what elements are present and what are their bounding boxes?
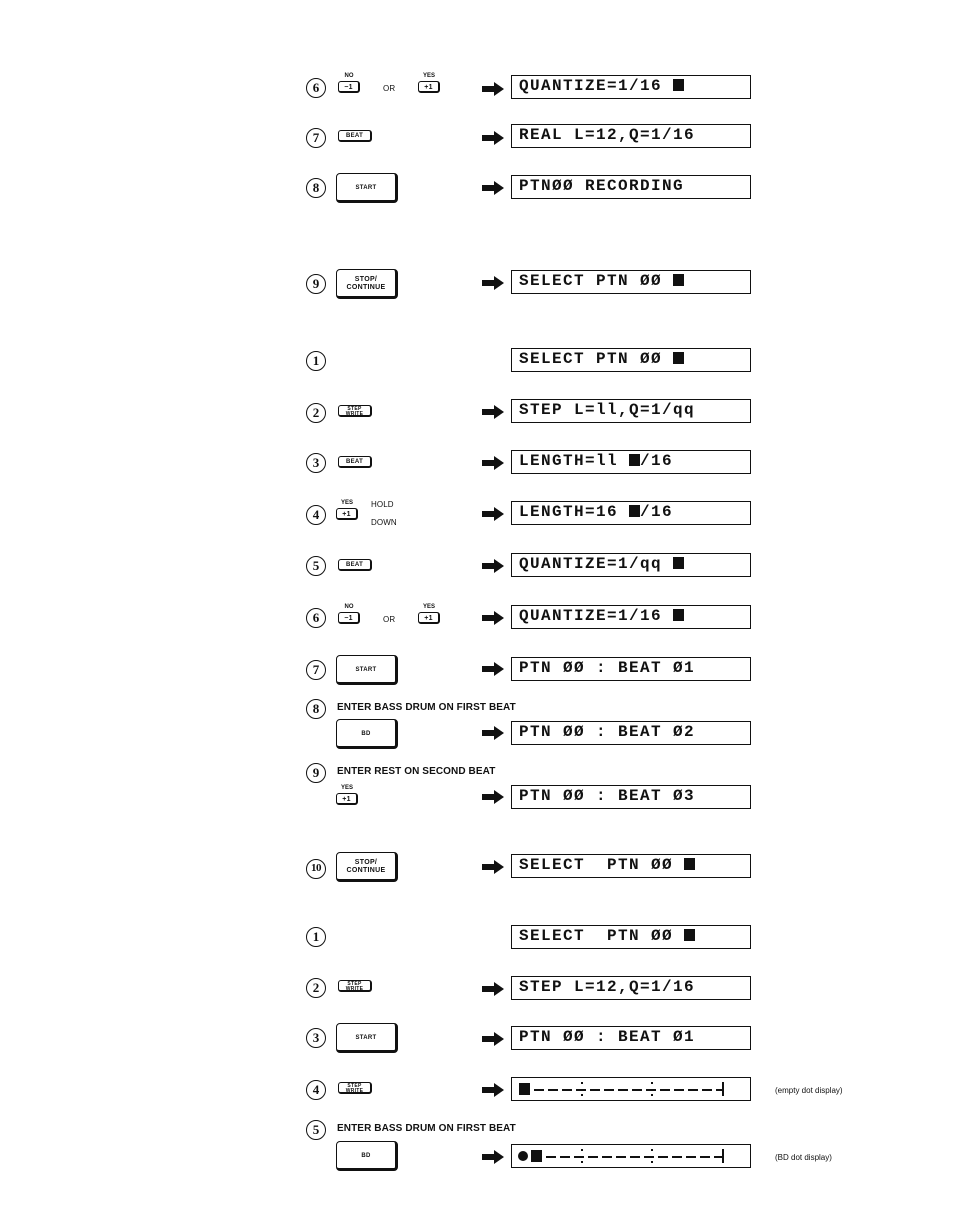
lcd-display: [511, 925, 751, 949]
stop-label: STOP/: [354, 859, 378, 866]
lcd-text: LENGTH=16: [519, 503, 630, 521]
cursor-block: [629, 505, 640, 517]
write-label: WRITE: [345, 1088, 364, 1094]
cursor-block: [684, 929, 695, 941]
no-label: NO: [344, 604, 354, 610]
lcd-display: [511, 270, 751, 294]
step-number: 1: [306, 351, 326, 371]
dot-display: [511, 1144, 751, 1168]
hold-label: HOLD: [371, 500, 394, 509]
stop-label: STOP/: [354, 276, 378, 283]
or-label: OR: [383, 615, 396, 624]
beat-marker: [651, 1149, 653, 1151]
beat-key[interactable]: BEAT: [338, 559, 372, 571]
dot-display: [511, 1077, 751, 1101]
lcd-text: QUANTIZE=1/16: [519, 77, 674, 95]
arrow-right-icon: [482, 1083, 504, 1097]
lcd-text: QUANTIZE=1/16: [519, 607, 674, 625]
lcd-display: PTNØØ RECORDING: [511, 175, 751, 199]
lcd-display: [511, 501, 751, 525]
lcd-text: QUANTIZE=1/qq: [519, 555, 674, 573]
or-label: OR: [383, 84, 396, 93]
cursor-block: [673, 557, 684, 569]
arrow-right-icon: [482, 860, 504, 874]
arrow-right-icon: [482, 82, 504, 96]
display-note: (BD dot display): [775, 1153, 832, 1162]
lcd-display: [511, 348, 751, 372]
stop-continue-key[interactable]: [336, 852, 398, 882]
lcd-display: [511, 450, 751, 474]
plus-one-key[interactable]: +1: [418, 81, 440, 93]
lcd-display: REAL L=12,Q=1/16: [511, 124, 751, 148]
plus-one-key[interactable]: +1: [336, 508, 358, 520]
beat-marker: [581, 1161, 583, 1163]
step-number: 6: [306, 78, 326, 98]
lcd-text: SELECT PTN ØØ: [519, 927, 685, 945]
beat-key[interactable]: BEAT: [338, 456, 372, 468]
beat-marker: [651, 1161, 653, 1163]
step-number: 3: [306, 453, 326, 473]
yes-label: YES: [422, 73, 435, 79]
continue-label: CONTINUE: [346, 284, 386, 291]
beat-marker: [581, 1094, 583, 1096]
stop-continue-key[interactable]: [336, 269, 398, 299]
cursor-block: [629, 454, 640, 466]
lcd-display: STEP L=ll,Q=1/qq: [511, 399, 751, 423]
step-number: 1: [306, 927, 326, 947]
arrow-right-icon: [482, 1032, 504, 1046]
cursor-block: [673, 274, 684, 286]
lcd-text-suffix: /16: [640, 452, 674, 470]
cursor-block: [673, 609, 684, 621]
lcd-text-suffix: /16: [640, 503, 674, 521]
arrow-right-icon: [482, 662, 504, 676]
step-number: 4: [306, 1080, 326, 1100]
step-label: STEP: [347, 406, 362, 412]
plus-one-key[interactable]: +1: [418, 612, 440, 624]
start-key[interactable]: START: [336, 173, 398, 203]
step-number: 4: [306, 505, 326, 525]
arrow-right-icon: [482, 559, 504, 573]
step-write-key[interactable]: [338, 980, 372, 992]
instruction-text: ENTER BASS DRUM ON FIRST BEAT: [337, 1123, 516, 1134]
end-marker: [722, 1082, 724, 1096]
write-label: WRITE: [345, 411, 364, 417]
lcd-text: SELECT PTN ØØ: [519, 272, 674, 290]
lcd-display: PTN ØØ : BEAT Ø1: [511, 657, 751, 681]
beat-marker: [651, 1082, 653, 1084]
step-number: 10: [306, 859, 326, 879]
arrow-right-icon: [482, 1150, 504, 1164]
yes-label: YES: [340, 500, 353, 506]
step-write-key[interactable]: [338, 1082, 372, 1094]
lcd-display: PTN ØØ : BEAT Ø1: [511, 1026, 751, 1050]
down-label: DOWN: [371, 518, 397, 527]
lcd-display: [511, 605, 751, 629]
arrow-right-icon: [482, 982, 504, 996]
cursor-block: [673, 352, 684, 364]
arrow-right-icon: [482, 181, 504, 195]
step-number: 5: [306, 1120, 326, 1140]
lcd-text: SELECT PTN ØØ: [519, 856, 685, 874]
minus-one-key[interactable]: −1: [338, 612, 360, 624]
lcd-text: SELECT PTN ØØ: [519, 350, 674, 368]
step-number: 8: [306, 178, 326, 198]
minus-one-key[interactable]: −1: [338, 81, 360, 93]
yes-label: YES: [422, 604, 435, 610]
step-number: 8: [306, 699, 326, 719]
bd-key[interactable]: BD: [336, 1141, 398, 1171]
cursor-block: [519, 1083, 530, 1095]
lcd-text: LENGTH=ll: [519, 452, 630, 470]
step-number: 5: [306, 556, 326, 576]
end-marker: [722, 1149, 724, 1163]
step-number: 6: [306, 608, 326, 628]
lcd-display: PTN ØØ : BEAT Ø2: [511, 721, 751, 745]
plus-one-key[interactable]: +1: [336, 793, 358, 805]
arrow-right-icon: [482, 131, 504, 145]
step-number: 7: [306, 660, 326, 680]
instruction-text: ENTER REST ON SECOND BEAT: [337, 766, 496, 777]
step-number: 3: [306, 1028, 326, 1048]
arrow-right-icon: [482, 726, 504, 740]
lcd-display: [511, 75, 751, 99]
yes-label: YES: [340, 785, 353, 791]
arrow-right-icon: [482, 405, 504, 419]
dot-line: [546, 1156, 722, 1158]
lcd-display: [511, 553, 751, 577]
beat-marker: [581, 1082, 583, 1084]
instruction-text: ENTER BASS DRUM ON FIRST BEAT: [337, 702, 516, 713]
write-label: WRITE: [345, 986, 364, 992]
cursor-block: [673, 79, 684, 91]
step-label: STEP: [347, 1083, 362, 1089]
lcd-display: PTN ØØ : BEAT Ø3: [511, 785, 751, 809]
step-number: 2: [306, 403, 326, 423]
arrow-right-icon: [482, 276, 504, 290]
lcd-display: STEP L=12,Q=1/16: [511, 976, 751, 1000]
bd-dot-icon: [518, 1151, 528, 1161]
step-number: 7: [306, 128, 326, 148]
beat-key[interactable]: BEAT: [338, 130, 372, 142]
beat-marker: [651, 1094, 653, 1096]
step-write-key[interactable]: [338, 405, 372, 417]
lcd-display: [511, 854, 751, 878]
step-number: 2: [306, 978, 326, 998]
display-note: (empty dot display): [775, 1086, 843, 1095]
step-number: 9: [306, 274, 326, 294]
arrow-right-icon: [482, 507, 504, 521]
start-key[interactable]: START: [336, 1023, 398, 1053]
step-label: STEP: [347, 981, 362, 987]
dot-line: [534, 1089, 722, 1091]
arrow-right-icon: [482, 456, 504, 470]
continue-label: CONTINUE: [346, 867, 386, 874]
cursor-block: [531, 1150, 542, 1162]
no-label: NO: [344, 73, 354, 79]
bd-key[interactable]: BD: [336, 719, 398, 749]
beat-marker: [581, 1149, 583, 1151]
step-number: 9: [306, 763, 326, 783]
arrow-right-icon: [482, 790, 504, 804]
start-key[interactable]: START: [336, 655, 398, 685]
cursor-block: [684, 858, 695, 870]
arrow-right-icon: [482, 611, 504, 625]
